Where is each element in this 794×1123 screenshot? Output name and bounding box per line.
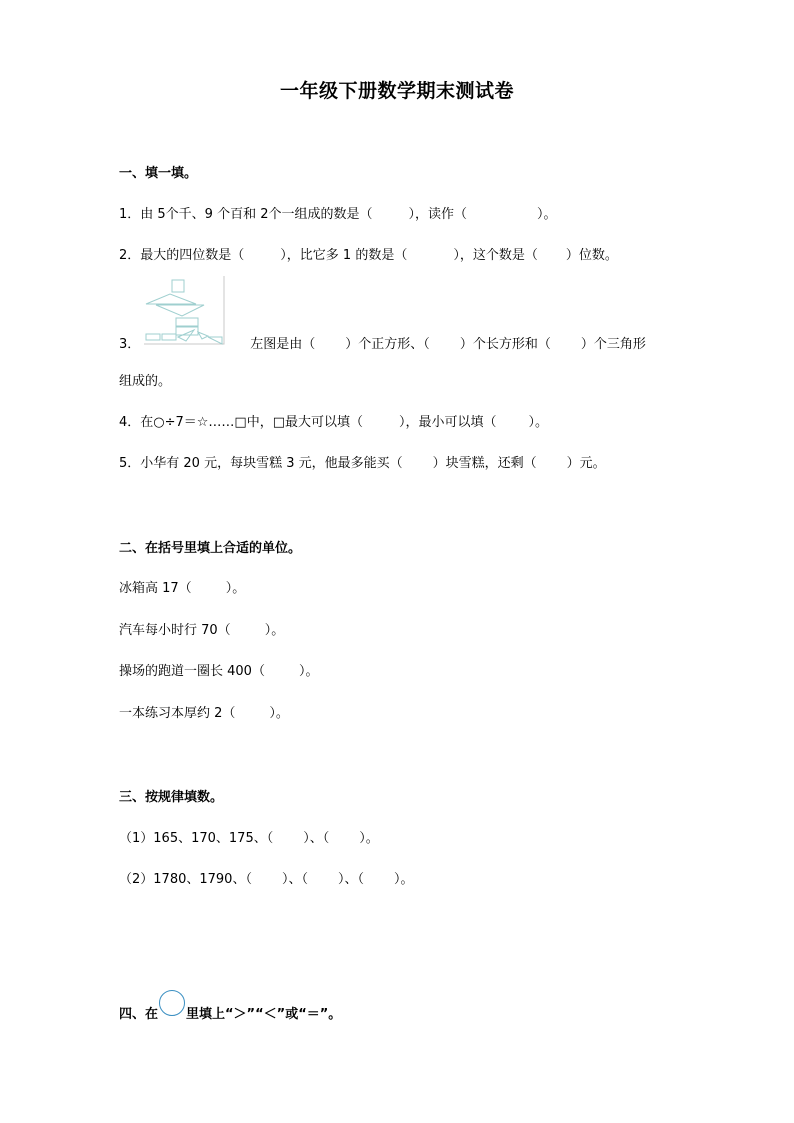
q1-text: 1．由 5个千、9 个百和 2个一组成的数是（ <box>119 207 373 222</box>
question-3 <box>119 333 646 352</box>
q1-text: ）。 <box>537 207 557 222</box>
heading-text: 里填上“＞”“＜”或“＝”。 <box>186 1007 342 1022</box>
q3-number: 3． <box>119 337 141 352</box>
question-4 <box>119 411 548 430</box>
section-4-heading <box>119 998 341 1024</box>
section-2-heading: 二、在括号里填上合适的单位。 <box>119 541 302 556</box>
sequence-text: （2）1780、1790、（ <box>119 872 252 887</box>
unit-text: 操场的跑道一圈长 400（ <box>119 664 265 679</box>
q5-text: ）元。 <box>566 456 606 471</box>
q4-text: 4．在○÷7＝☆……□中，□最大可以填（ <box>119 415 363 430</box>
unit-item <box>119 702 289 721</box>
question-5 <box>119 452 606 471</box>
sequence-text: ）、（ <box>303 831 330 846</box>
q3-text: ）个正方形、（ <box>345 337 430 352</box>
unit-text: 一本练习本厚约 2（ <box>119 706 236 721</box>
q3-text: ）个三角形 <box>580 337 646 352</box>
q5-text: ）块雪糕，还剩（ <box>432 456 537 471</box>
sequence-text: ）。 <box>393 872 414 887</box>
q4-text: ）。 <box>528 415 549 430</box>
sequence-text: ）、（ <box>281 872 308 887</box>
unit-text: ）。 <box>264 623 285 638</box>
unit-text: ）。 <box>225 581 246 596</box>
unit-item <box>119 619 284 638</box>
sequence-text: （1）165、170、175、（ <box>119 831 274 846</box>
q1-text: ），读作（ <box>408 207 467 222</box>
question-1 <box>119 203 557 222</box>
unit-text: ）。 <box>298 664 319 679</box>
question-2 <box>119 244 618 263</box>
unit-text: 汽车每小时行 70（ <box>119 623 231 638</box>
q2-text: ），比它多 1 的数是（ <box>280 248 408 263</box>
section-3-heading: 三、按规律填数。 <box>119 790 224 805</box>
q5-text: 5．小华有 20 元，每块雪糕 3 元，他最多能买（ <box>119 456 403 471</box>
circle-icon <box>159 990 185 1016</box>
q3-text: 左图是由（ <box>250 337 316 352</box>
q4-text: ），最小可以填（ <box>399 415 497 430</box>
unit-text: ）。 <box>269 706 289 721</box>
unit-item <box>119 577 245 596</box>
sequence-text: ）。 <box>359 831 379 846</box>
sequence-text: ）、（ <box>337 872 364 887</box>
sequence-item <box>119 827 379 846</box>
heading-text: 四、在 <box>119 1007 159 1022</box>
sequence-item <box>119 868 414 887</box>
unit-item <box>119 660 318 679</box>
q2-text: ）位数。 <box>565 248 618 263</box>
q2-text: 2．最大的四位数是（ <box>119 248 245 263</box>
section-1-heading: 一、填一填。 <box>119 166 198 181</box>
q2-text: ），这个数是（ <box>453 248 538 263</box>
q3-text: ）个长方形和（ <box>459 337 551 352</box>
page-title: 一年级下册数学期末测试卷 <box>279 80 514 102</box>
question-3-continued: 组成的。 <box>119 374 172 389</box>
unit-text: 冰箱高 17（ <box>119 581 192 596</box>
